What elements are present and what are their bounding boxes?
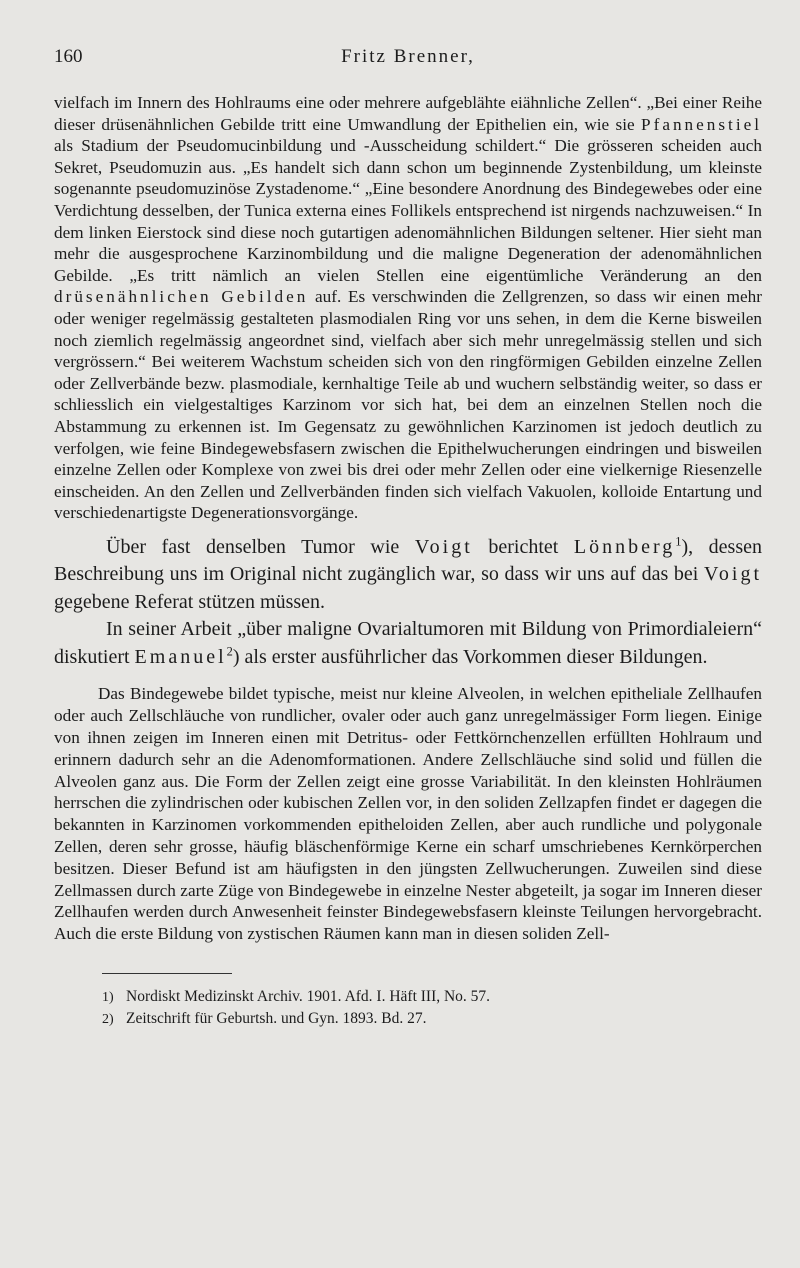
author-name-voigt: Voigt — [704, 563, 762, 586]
paragraph-text: berichtet — [472, 535, 574, 558]
running-header — [54, 46, 762, 80]
footnote-text: Zeitschrift für Geburtsh. und Gyn. 1893. Bd. 27. — [126, 1009, 427, 1027]
footnote-text: Nordiskt Medizinskt Archiv. 1901. Afd. I. Häft III, No. 57. — [126, 987, 491, 1005]
quoted-paragraph — [54, 92, 762, 524]
footnote-2 — [102, 1008, 762, 1030]
emphasized-term: drüsenähnlichen Gebilden — [54, 287, 309, 307]
footnote-mark: 2) — [102, 1011, 114, 1027]
running-title: Fritz Brenner, — [341, 46, 475, 67]
summary-passage — [54, 683, 762, 945]
author-name-pfannenstiel: Pfannenstiel — [641, 114, 762, 134]
footnote-mark: 1) — [102, 989, 114, 1005]
footnotes — [102, 986, 762, 1030]
paragraph-text: gegebene Referat stützen müssen. — [54, 590, 326, 613]
quote-text: auf. Es verschwinden die Zellgrenzen, so dass wir einen mehr oder weniger regelmässig gestalteten plasmodialen Ring vor uns sehen, in dem die Kerne bisweilen noch ziemlich regelmässig angeordnet sind, vielfach aber sich mehr unregelmässig stellen und sich vergrössern.“ Bei weiterem Wachstum scheiden sich von den ringförmigen Gebilden einzelne Zellen oder Zellverbände bezw. plasmodiale, kernhaltige Teile ab und wuchern selbständig weiter, so dass er schliesslich ein vielgestaltiges Karzinom vor sich hat, bei dem an einzelnen Stellen noch die Abstammung zu erkennen ist. Im Gegensatz zu gewöhnlichen Karzinomen ist jedoch deutlich zu verfolgen, wie feine Bindegewebsfasern zwischen die Epithelwucherungen eindringen und bisweilen einzelne Zellen oder Komplexe von zwei bis drei oder mehr Zellen oder eine vielkernige Riesenzelle einscheiden. An den Zellen und Zellverbänden finden sich vielfach Vakuolen, kolloide Entartung und verschiedenartigste Degenerationsvorgänge. — [54, 287, 762, 523]
paragraph-text: ) als erster ausführlicher das Vorkommen dieser Bildungen. — [232, 645, 708, 668]
author-name-emanuel: Emanuel — [134, 645, 227, 668]
footnote-divider — [102, 973, 232, 974]
paragraph-emanuel — [54, 616, 762, 671]
main-text — [54, 534, 762, 672]
paragraph-text: ), dessen Beschreibung uns im Original nicht zugänglich war, so dass wir uns auf das bei — [54, 535, 762, 586]
quote-text: vielfach im Innern des Hohlraums eine oder mehrere aufgeblähte eiähnliche Zellen“. „Bei einer Reihe dieser drüsenähnlichen Gebilde tritt eine Umwandlung der Epithelien ein, wie sie — [54, 93, 762, 134]
quote-text: als Stadium der Pseudomucinbildung und -Ausscheidung schildert.“ Die grösseren scheiden auch Sekret, Pseudomuzin aus. „Es handelt sich dann schon um beginnende Zystenbildung, um kleinste sogenannte pseudomuzinöse Zystadenome.“ „Eine besondere Anordnung des Bindegewebes oder eine Verdichtung desselben, der Tunica externa eines Follikels entsprechend ist nirgends nachzuweisen.“ In dem linken Eierstock sind diese noch gutartigen adenomähnlichen Bildungen seltener. Hier sieht man mehr die ausgesprochene Karzinombildung und die maligne Degeneration der adenomähnlichen Gebilde. „Es tritt nämlich an vielen Stellen eine eigentümliche Veränderung an den — [54, 136, 762, 285]
quoted-passage — [54, 92, 762, 524]
paragraph-text: Über fast denselben Tumor wie — [106, 535, 415, 558]
paragraph-text: In seiner Arbeit „über maligne Ovarialtumoren mit Bildung von Primordialeiern“ diskutiert — [54, 618, 762, 668]
page-number: 160 — [54, 46, 83, 67]
footnote-ref-1[interactable]: 1 — [675, 534, 682, 549]
paragraph-loennberg — [54, 534, 762, 617]
author-name-voigt: Voigt — [414, 535, 473, 558]
footnote-1 — [102, 986, 762, 1008]
paragraph-bindegewebe: Das Bindegewebe bildet typische, meist nur kleine Alveolen, in welchen epitheliale Zellhaufen oder auch Zellschläuche von rundlicher, ovaler oder auch ganz unregelmässiger Form liegen. Einige von ihnen zeigen im Inneren einen mit Detritus- oder Fettkörnchenzellen erfüllten Hohlraum und erinnern dadurch sehr an die Adenomformationen. Andere Zellschläuche sind solid und füllen die Alveolen ganz aus. Die Form der Zellen zeigt eine grosse Variabilität. In den kleinsten Hohlräumen herrschen die zylindrischen oder kubischen Zellen vor, in den soliden Zellzapfen findet er dagegen die bekannten in Karzinomen vorkommenden epitheloiden Zellen, aber auch rundliche und polygonale Zellen, deren sehr grosse, häufig bläschenförmige Kerne ein scharf umschriebenes Kernkörperchen besitzen. Dieser Befund ist am häufigsten in den jüngsten Zellwucherungen. Zuweilen sind diese Zellmassen durch zarte Züge von Bindegewebe in einzelne Nester abgeteilt, ja sogar im Inneren dieser Zellhaufen werden durch Anwesenheit feinster Bindegewebsfasern kleinste Teilungen hervorgebracht. Auch die erste Bildung von zystischen Räumen kann man in diesen soliden Zell- — [54, 684, 762, 944]
author-name-loennberg: Lönnberg — [573, 535, 676, 558]
footnote-ref-2[interactable]: 2 — [226, 644, 233, 659]
